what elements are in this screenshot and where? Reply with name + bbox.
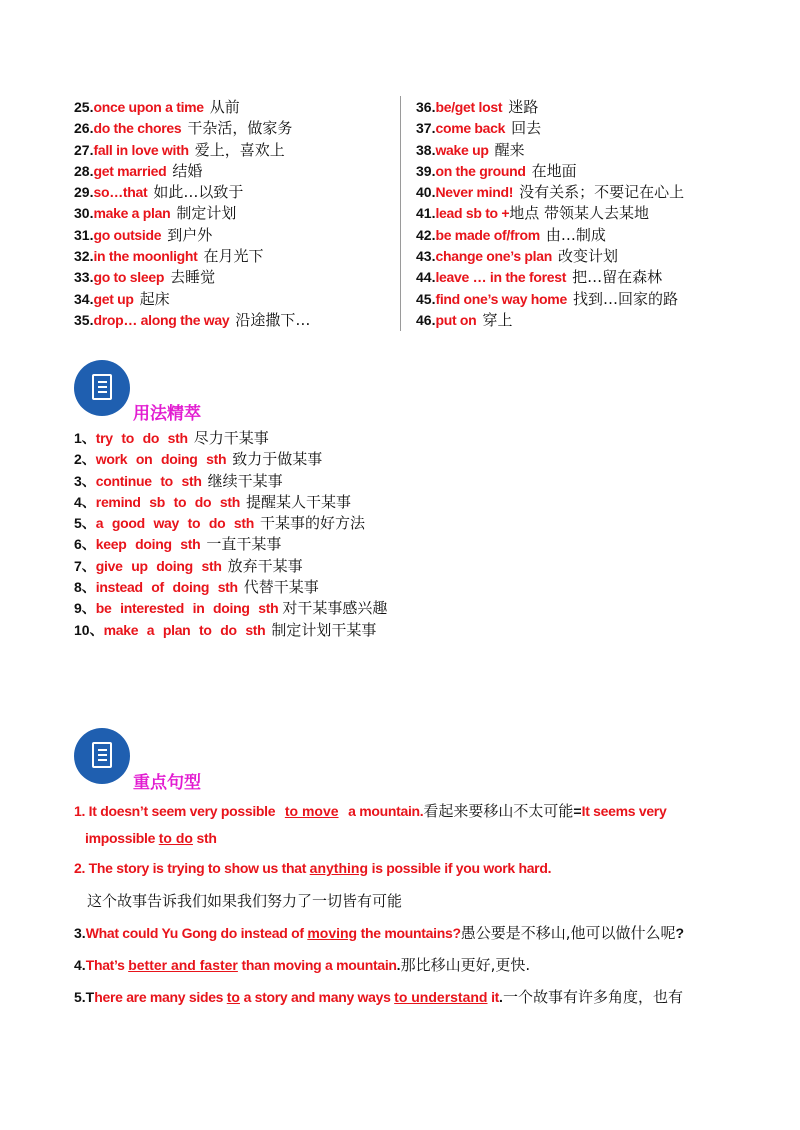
sentence-2-translation: 这个故事告诉我们如果我们努力了一切皆有可能 xyxy=(87,892,403,910)
phrase-item: 44.leave … in the forest 把…留在森林 xyxy=(416,268,663,287)
phrase-item: 36.be/get lost 迷路 xyxy=(416,98,539,116)
phrase-item: 46.put on 穿上 xyxy=(416,310,513,329)
phrase-item: 38.wake up 醒来 xyxy=(416,140,525,159)
sentence-2: 2. The story is trying to show us that anything is possible if you work hard. xyxy=(74,860,552,876)
phrase-item: 35.drop… along the way 沿途撒下… xyxy=(74,310,311,329)
phrase-item: 30.make a plan 制定计划 xyxy=(74,204,237,223)
phrase-item: 26.do the chores 干杂活，做家务 xyxy=(74,119,293,138)
document-icon xyxy=(74,360,130,416)
phrase-list-right xyxy=(416,97,756,331)
phrase-item: 25.once upon a time 从前 xyxy=(74,98,240,116)
phrase-item: 28.get married 结婚 xyxy=(74,161,203,180)
column-divider xyxy=(400,96,401,331)
phrase-item: 34.get up 起床 xyxy=(74,289,170,308)
phrase-item: 31.go outside 到户外 xyxy=(74,225,213,244)
usage-item: 6、keep doing sth 一直干某事 xyxy=(74,535,282,554)
phrase-item: 39.on the ground 在地面 xyxy=(416,161,577,180)
phrase-item: 37.come back 回去 xyxy=(416,119,542,138)
usage-item: 4、remind sb to do sth 提醒某人干某事 xyxy=(74,492,352,511)
usage-item: 3、continue to sth 继续干某事 xyxy=(74,471,283,490)
usage-item: 9、be interested in doing sth 对干某事感兴趣 xyxy=(74,599,388,618)
phrase-list-left xyxy=(74,97,404,331)
sentence-1-cont: impossible to do sth xyxy=(85,830,217,846)
usage-item: 1、try to do sth 尽力干某事 xyxy=(74,429,269,447)
usage-item: 2、work on doing sth 致力于做某事 xyxy=(74,450,323,469)
usage-item: 5、a good way to do sth 干某事的好方法 xyxy=(74,514,366,533)
usage-item: 10、make a plan to do sth 制定计划干某事 xyxy=(74,620,377,639)
sentence-5: 5.There are many sides to a story and many ways to understand it.一个故事有许多角度，也有 xyxy=(74,988,683,1006)
document-icon xyxy=(74,728,130,784)
phrase-item: 27.fall in love with 爱上，喜欢上 xyxy=(74,140,285,159)
sentence-4: 4.That’s better and faster than moving a mountain.那比移山更好,更快. xyxy=(74,956,531,974)
sentence-1: 1. It doesn’t seem very possible to move a mountain.看起来要移山不太可能=It seems very xyxy=(74,802,667,820)
phrase-item: 42.be made of/from 由…制成 xyxy=(416,225,606,244)
section-title-usage: 用法精萃 xyxy=(133,404,201,424)
phrase-item: 29.so…that 如此…以致于 xyxy=(74,183,244,202)
phrase-item: 33.go to sleep 去睡觉 xyxy=(74,268,216,287)
section-title-sentences: 重点句型 xyxy=(133,773,201,793)
usage-item: 7、give up doing sth 放弃干某事 xyxy=(74,556,303,575)
sentence-3: 3.What could Yu Gong do instead of moving the mountains?愚公要是不移山,他可以做什么呢? xyxy=(74,924,685,942)
phrase-item: 32.in the moonlight 在月光下 xyxy=(74,247,264,266)
phrase-item: 41.lead sb to +地点 带领某人去某地 xyxy=(416,204,650,223)
phrase-item: 43.change one’s plan 改变计划 xyxy=(416,247,619,266)
phrase-item: 45.find one’s way home 找到…回家的路 xyxy=(416,289,678,308)
usage-item: 8、instead of doing sth 代替干某事 xyxy=(74,578,319,597)
phrase-item: 40.Never mind! 没有关系；不要记在心上 xyxy=(416,183,685,202)
usage-list xyxy=(74,428,387,641)
